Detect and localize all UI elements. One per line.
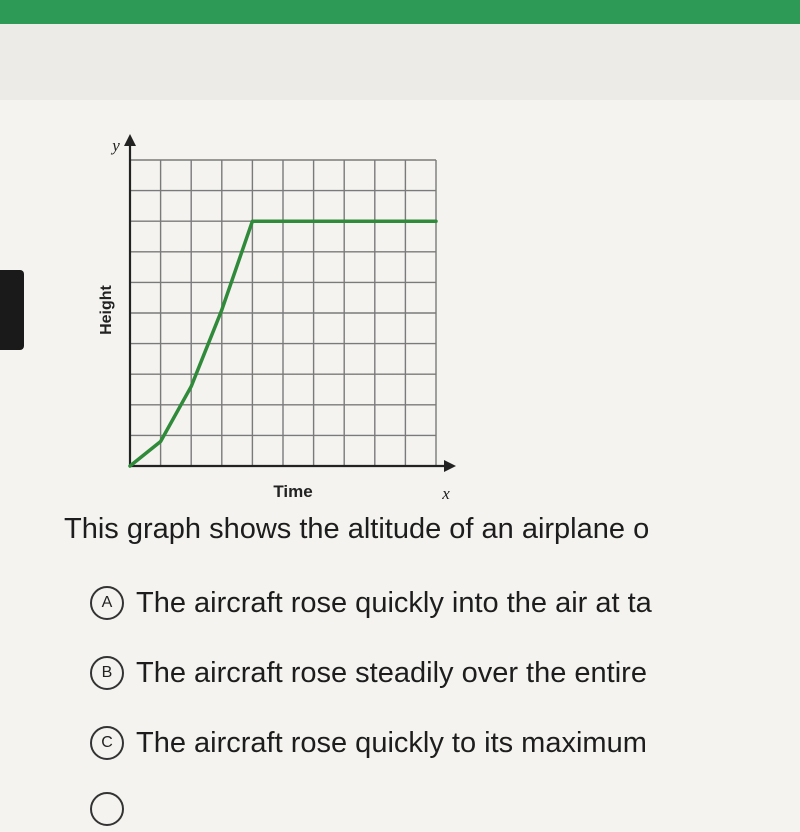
option-c-letter[interactable]: C — [90, 726, 124, 760]
y-axis-label: Height — [98, 285, 115, 335]
option-c-text: The aircraft rose quickly to its maximum — [136, 726, 647, 759]
chart-grid — [130, 160, 436, 466]
option-b-text: The aircraft rose steadily over the entire — [136, 656, 647, 689]
x-axis-label: Time — [273, 482, 313, 501]
option-a-text: The aircraft rose quickly into the air at ta — [136, 586, 652, 619]
option-d-letter[interactable] — [90, 792, 124, 826]
answer-option-d[interactable] — [90, 786, 800, 832]
option-a-letter[interactable]: A — [90, 586, 124, 620]
answer-option-a[interactable] — [90, 580, 800, 626]
answer-option-b[interactable] — [90, 650, 800, 696]
x-axis-arrow — [444, 460, 456, 472]
y-axis-arrow — [124, 134, 136, 146]
y-axis-letter: y — [112, 136, 120, 155]
x-axis-letter: x — [442, 484, 450, 503]
answer-option-c[interactable] — [90, 720, 800, 766]
option-b-letter[interactable]: B — [90, 656, 124, 690]
question-text: This graph shows the altitude of an airplane o — [64, 513, 650, 545]
